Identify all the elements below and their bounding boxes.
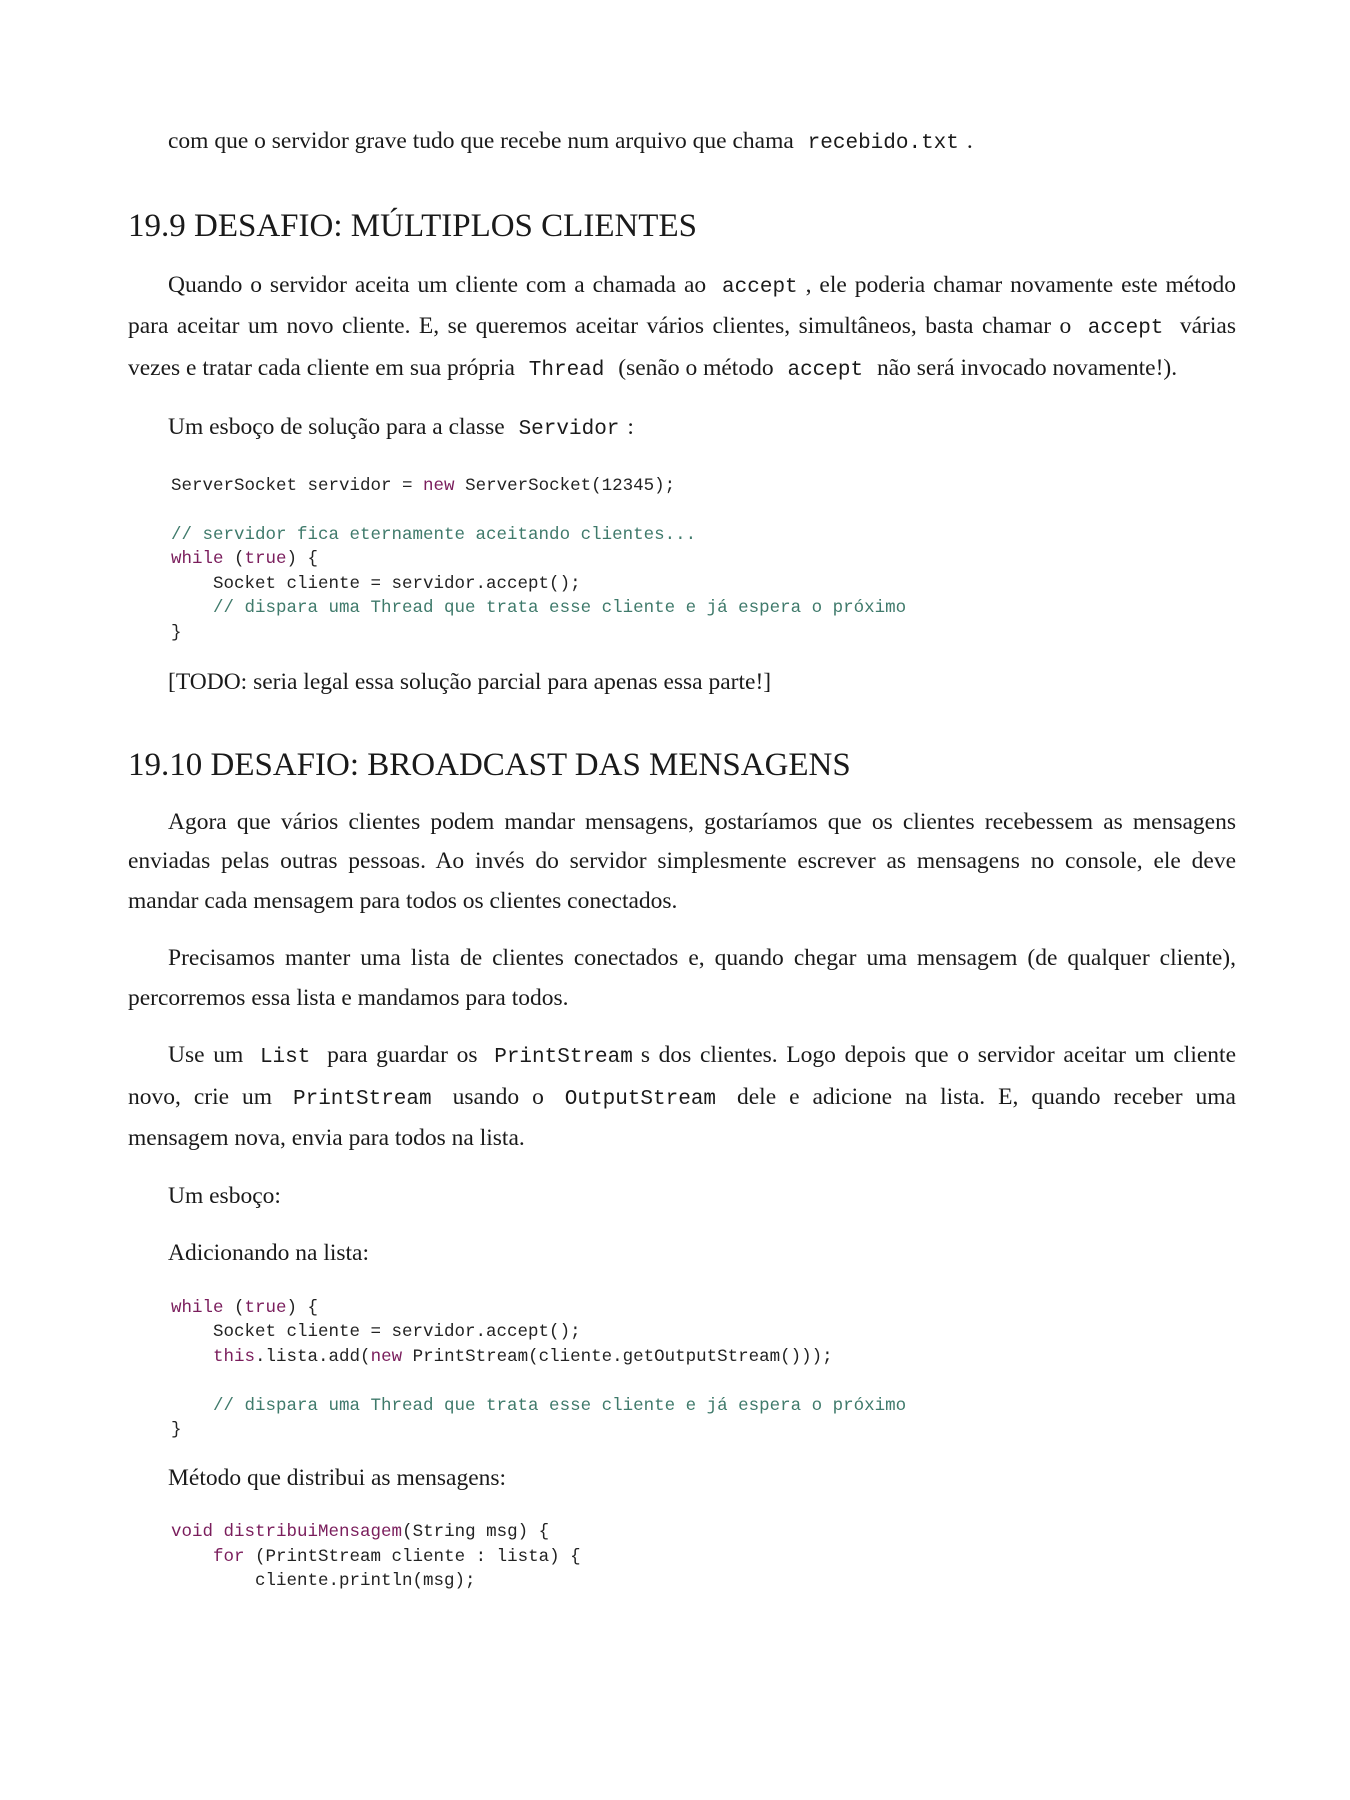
- code-block-add-to-list: while (true) { Socket cliente = servidor.accept(); this.lista.add(new PrintStream(cliente.getOutputStream())); // dispara uma Thread que trata esse cliente e já espera o próximo }: [171, 1297, 907, 1440]
- paragraph-multiple-clients: Quando o servidor aceita um cliente com a chamada ao accept , ele poderia chamar novamente este método para aceitar um novo cliente. E, se queremos aceitar vários clientes, simultâneos, basta chamar o accept várias vezes e tratar cada cliente em sua própria Thread (senão o método accept não será invocado novamente!).: [128, 271, 1236, 382]
- paragraph-sketch: Um esboço:: [168, 1182, 281, 1209]
- inline-code: accept: [1087, 317, 1164, 340]
- paragraph-client-list: Precisamos manter uma lista de clientes conectados e, quando chegar uma mensagem (de qualquer cliente), percorremos essa lista e mandamos para todos.: [128, 945, 1236, 1011]
- document-content: [128, 122, 1236, 1594]
- paragraph-distribute-method: Método que distribui as mensagens:: [168, 1464, 507, 1491]
- inline-code: accept: [722, 275, 798, 299]
- section-heading-19-9: 19.9 DESAFIO: MÚLTIPLOS CLIENTES: [128, 207, 697, 244]
- inline-code: recebido.txt: [807, 132, 959, 155]
- inline-code: PrintStream: [292, 1087, 432, 1111]
- intro-paragraph: com que o servidor grave tudo que recebe num arquivo que chama recebido.txt .: [168, 128, 973, 155]
- paragraph-sketch-intro: Um esboço de solução para a classe Servidor :: [168, 414, 634, 441]
- todo-note: [TODO: seria legal essa solução parcial para apenas essa parte!]: [168, 669, 772, 695]
- section-heading-19-10: 19.10 DESAFIO: BROADCAST DAS MENSAGENS: [128, 746, 851, 783]
- inline-code: List: [259, 1046, 311, 1069]
- inline-code: Thread: [528, 358, 605, 382]
- paragraph-printstream: Use um List para guardar os PrintStream s dos clientes. Logo depois que o servidor aceitar um cliente novo, crie um PrintStream usando o OutputStream dele e adicione na lista. E, quando receber uma mensagem nova, envia para todos na lista.: [128, 1042, 1237, 1151]
- inline-code: OutputStream: [564, 1087, 717, 1111]
- code-block-servidor: ServerSocket servidor = new ServerSocket(12345); // servidor fica eternamente aceitando clientes... while (true) { Socket cliente = servidor.accept(); // dispara uma Thread que trata esse cliente e já espera o próximo }: [171, 475, 907, 643]
- code-block-distribute: void distribuiMensagem(String msg) { for (PrintStream cliente : lista) { cliente.println(msg);: [171, 1522, 581, 1591]
- inline-code: Servidor: [518, 418, 620, 441]
- inline-code: PrintStream: [494, 1046, 633, 1069]
- inline-code: accept: [787, 358, 864, 382]
- paragraph-adding-to-list: Adicionando na lista:: [168, 1240, 370, 1266]
- paragraph-broadcast-intro: Agora que vários clientes podem mandar mensagens, gostaríamos que os clientes recebessem as mensagens enviadas pelas outras pessoas. Ao invés do servidor simplesmente escrever as mensagens no console, ele deve mandar cada mensagem para todos os clientes conectados.: [128, 808, 1236, 914]
